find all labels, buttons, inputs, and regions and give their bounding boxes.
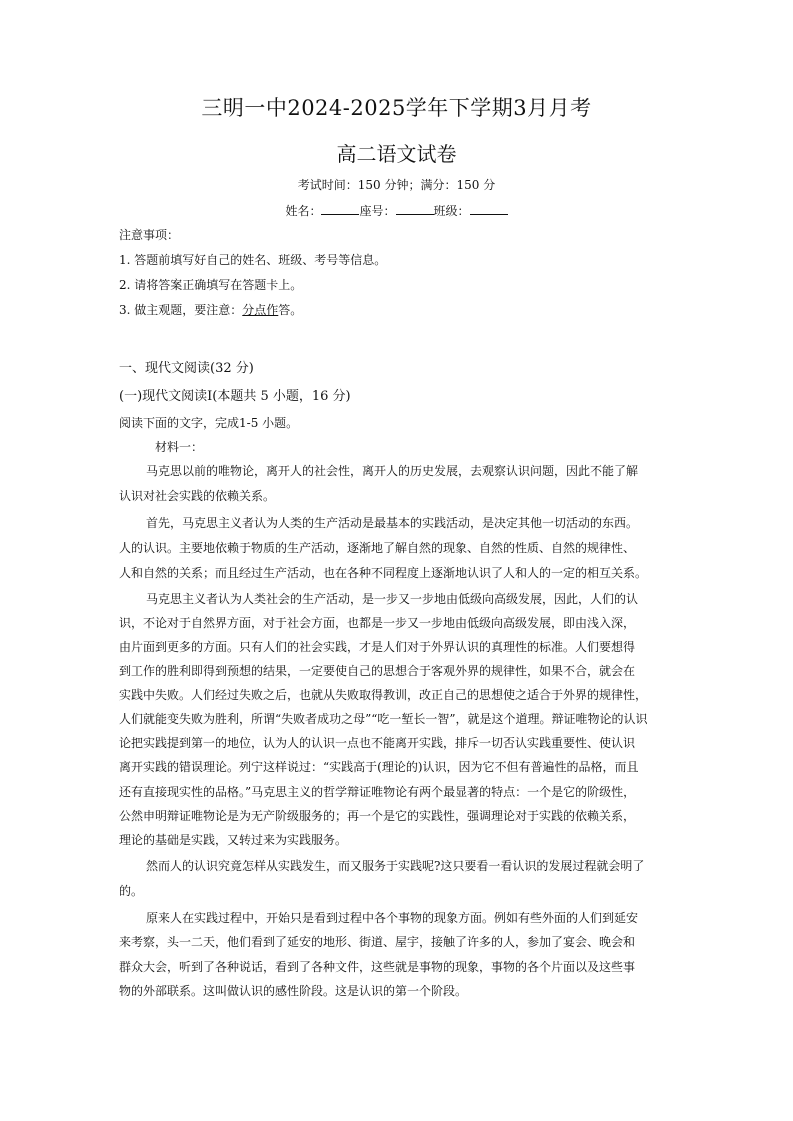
class-label: 班级： [433, 204, 470, 218]
body-line: 物的外部联系。这叫做认识的感性阶段。这是认识的第一个阶段。 [119, 984, 468, 998]
body-line: 首先，马克思主义者认为人类的生产活动是最基本的实践活动，是决定其他一切活动的东西。 [146, 516, 639, 530]
body-line: 由片面到更多的方面。只有人们的社会实践，才是人们对于外界认识的真理性的标准。人们要想得 [119, 640, 636, 654]
body-line: 群众大会，听到了各种说话，看到了各种文件，这些就是事物的现象，事物的各个片面以及这些事 [119, 960, 636, 974]
exam-info: 考试时间：150 分钟；满分：150 分 [297, 178, 496, 192]
body-line: 原来人在实践过程中，开始只是看到过程中各个事物的现象方面。例如有些外面的人们到延安 [146, 911, 639, 925]
name-blank [321, 202, 359, 215]
notice-item: 2. 请将答案正确填写在答题卡上。 [119, 278, 303, 292]
notice-heading: 注意事项： [119, 228, 180, 242]
seat-blank [396, 202, 434, 215]
student-info-row [0, 202, 793, 219]
body-line: 论把实践提到第一的地位，认为人的认识一点也不能离开实践，排斥一切否认实践重要性、使认识 [119, 736, 636, 750]
body-line: 人的认识。主要地依赖于物质的生产活动，逐渐地了解自然的现象、自然的性质、自然的规律性、 [119, 541, 636, 555]
class-blank [470, 202, 508, 215]
material-label: 材料一： [155, 440, 204, 454]
body-line: 马克思主义者认为人类社会的生产活动，是一步又一步地由低级向高级发展，因此，人们的认 [146, 592, 639, 606]
body-line: 人和自然的关系；而且经过生产活动，也在各种不同程度上逐渐地认识了人和人的一定的相互关系。 [119, 566, 648, 580]
exam-subtitle: 高二语文试卷 [336, 142, 457, 166]
body-line: 还有直接现实性的品格。”马克思主义的哲学辩证唯物论有两个最显著的特点：一个是它的阶级性， [119, 785, 636, 799]
reading-instruction: 阅读下面的文字，完成1-5 小题。 [119, 416, 299, 430]
body-line: 到工作的胜利即得到预想的结果，一定要使自己的思想合于客观外界的规律性，如果不合，就会在 [119, 664, 636, 678]
sub-section-heading: (一)现代文阅读Ⅰ(本题共 5 小题，16 分) [119, 389, 351, 404]
notice-underlined-text: 分点作 [242, 303, 279, 317]
notice-item [119, 301, 302, 318]
notice-item-text: 3. 做主观题，要注意： [119, 303, 243, 317]
exam-title: 三明一中2024-2025学年下学期3月月考 [201, 96, 592, 120]
body-line: 人们就能变失败为胜利，所谓“失败者成功之母”“吃一堑长一智”，就是这个道理。辩证唯物论的认识 [119, 712, 648, 726]
body-line: 离开实践的错误理论。列宁这样说过：“实践高于(理论的)认识，因为它不但有普遍性的品格，而且 [119, 760, 639, 774]
seat-label: 座号： [359, 204, 396, 218]
notice-item-end: 答。 [278, 303, 303, 317]
body-line: 识，不论对于自然界方面，对于社会方面，也都是一步又一步地由低级向高级发展，即由浅入深， [119, 616, 636, 630]
notice-item: 1. 答题前填写好自己的姓名、班级、考号等信息。 [119, 253, 387, 267]
body-line: 实践中失败。人们经过失败之后，也就从失败取得教训，改正自己的思想使之适合于外界的规律性， [119, 688, 648, 702]
section-heading: 一、现代文阅读(32 分) [119, 361, 254, 376]
body-line: 认识对社会实践的依赖关系。 [119, 489, 276, 503]
body-line: 马克思以前的唯物论，离开人的社会性，离开人的历史发展，去观察认识问题，因此不能了解 [146, 464, 639, 478]
body-line: 来考察，头一二天，他们看到了延安的地形、街道、屋宇，接触了许多的人，参加了宴会、晚会和 [119, 935, 636, 949]
name-label: 姓名： [285, 204, 322, 218]
body-line: 理论的基础是实践，又转过来为实践服务。 [119, 833, 348, 847]
body-line: 的。 [119, 884, 144, 898]
body-line: 公然申明辩证唯物论是为无产阶级服务的；再一个是它的实践性，强调理论对于实践的依赖关系， [119, 809, 636, 823]
body-line: 然而人的认识究竟怎样从实践发生，而又服务于实践呢?这只要看一看认识的发展过程就会明了 [146, 859, 645, 873]
